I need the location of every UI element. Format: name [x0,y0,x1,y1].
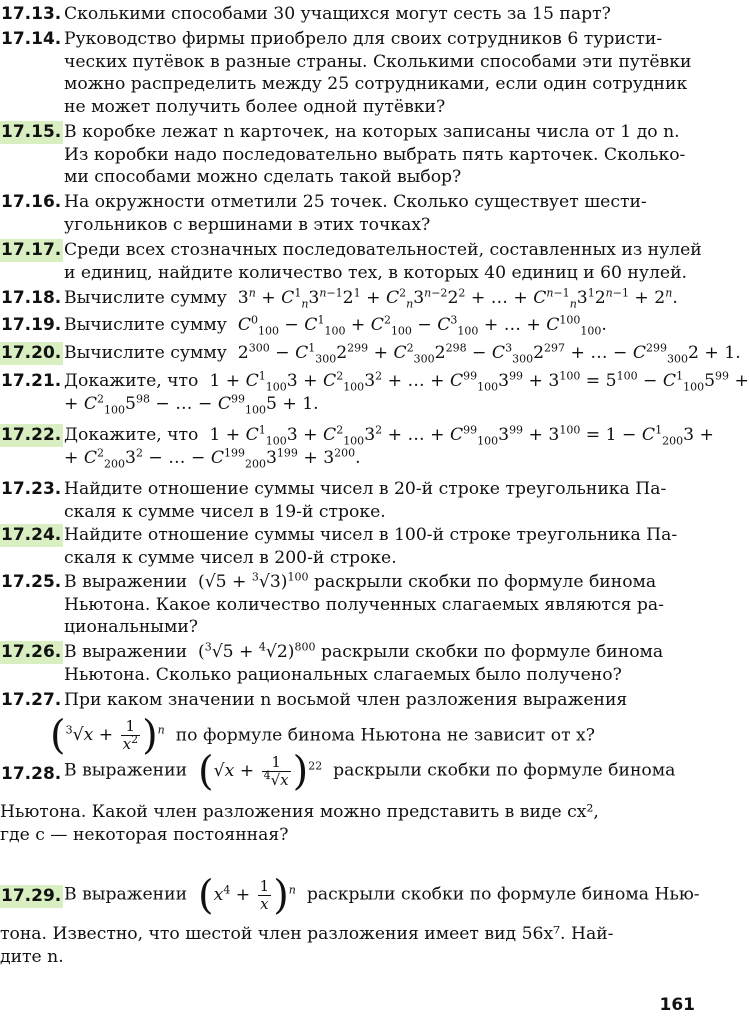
problem-text: Из коробки надо последовательно выбрать пять карточек. Сколько- [64,144,686,165]
problem-text: Вычислите сумму [64,288,227,308]
problem-number: 17.24. [1,525,62,545]
formula: $2^{300} - C^1_{300}2^{299} + C^2_{300}2^{298} - C^3_{300}2^{297}$ + … − $C^{299}_{300}2 + 1$. [232,341,741,366]
formula: $(^3√5 + ^4√2)^{800}$ [192,640,316,662]
problem-text: В выражении [64,884,188,905]
problem-text: скаля к сумме чисел в 200-й строке. [64,547,397,568]
formula: + $C^2_{200}3^2$ − … − $C^{199}_{200}3^{199} + 3^{200}$. [64,445,361,470]
problem-17-28 [0,748,700,846]
problem-17-16 [0,191,700,236]
problem-text: На окружности отметили 25 точек. Сколько существует шести- [64,192,647,212]
problem-text: раскрыли скобки по формуле бинома [313,572,657,592]
problem-text: Докажите, что [64,371,199,391]
problem-text: раскрыли скобки по формуле бинома [320,642,664,662]
formula: $C^0_{100} - C^1_{100} + C^2_{100} - C^3_{100}$ + … + $C^{100}_{100}$. [237,313,607,338]
problem-17-25 [0,571,700,639]
problem-number: 17.15. [1,122,62,142]
problem-17-19 [0,314,700,337]
problem-text: Найдите отношение суммы чисел в 100-й строке треугольника Па- [64,525,678,545]
problem-text: и единиц, найдите количество тех, в которых 40 единиц и 60 нулей. [64,262,688,283]
formula: $1 + C^1_{100}3 + C^2_{100}3^2$ + … + $C^{99}_{100}3^{99} + 3^{100} = 1 - C^1_{200}3$ + [203,423,714,448]
problem-text: Ньютона. Какое количество полученных слагаемых являются ра- [64,594,664,615]
problem-text: В выражении [64,760,188,781]
problem-text: не может получить более одной путёвки? [64,96,446,117]
problem-text: тона. Известно, что шестой член разложения имеет вид 56x⁷. Най- [0,924,614,944]
problem-text: раскрыли скобки по формуле бинома [333,760,676,781]
formula: ($^3$√x + $\frac{1}{x^2}$ )$^n$ [50,712,165,759]
problem-text: Вычислите сумму [64,315,227,335]
problem-number: 17.25. [1,572,62,592]
problem-17-15 [0,121,700,189]
problem-number: 17.21. [1,371,62,391]
problem-text: ческих путёвок в разные страны. Сколькими способами эти путёвки [64,51,692,72]
problem-text: по формуле бинома Ньютона не зависит от x? [175,725,595,745]
problem-17-26 [0,641,700,686]
problem-number: 17.17. [1,240,62,260]
problem-text: где c — некоторая постоянная? [0,824,289,845]
formula: $1 + C^1_{100}3 + C^2_{100}3^2$ + … + $C^{99}_{100}3^{99} + 3^{100} = 5^{100} - C^1_{100}5^{99}$ + [203,369,749,394]
formula: ($x^4$ + $\frac{1}{x}$ )$^n$ [198,872,296,918]
problem-text: В выражении [64,642,188,662]
problem-17-17 [0,239,700,284]
formula: + $C^2_{100}5^{98}$ − … − $C^{99}_{100}5 + 1$. [64,391,319,416]
problem-number: 17.23. [1,479,62,499]
problem-17-24 [0,524,700,569]
problem-text: Среди всех стозначных последовательностей, составленных из нулей [64,240,702,260]
problem-number: 17.13. [1,4,62,24]
problem-number: 17.14. [1,29,62,49]
problem-text: В коробке лежат n карточек, на которых записаны числа от 1 до n. [64,122,680,142]
problem-17-22 [0,423,714,470]
formula: $3^n + C^1_n3^{n-1}2^1 + C^2_n3^{n-2}2^2$ + … + $C^{n-1}_n3^12^{n-1} + 2^n$. [232,286,678,311]
problem-17-21 [0,369,749,416]
page-number: 161 [659,995,695,1015]
problem-text: раскрыли скобки по формуле бинома Нью- [306,884,700,905]
problem-number: 17.29. [1,886,62,906]
problem-text: угольников с вершинами в этих точках? [64,214,431,235]
problem-17-27 [0,689,700,759]
problem-number: 17.26. [1,642,62,662]
problem-number: 17.27. [1,690,62,710]
problem-17-18 [0,287,700,310]
problem-text: Сколькими способами 30 учащихся могут сесть за 15 парт? [64,4,611,24]
problem-text: можно распределить между 25 сотрудниками, если один сотрудник [64,74,688,94]
problem-17-20 [0,341,741,366]
problem-text: циональными? [64,617,199,637]
problem-number: 17.18. [1,288,62,308]
problem-17-29 [0,872,700,968]
problem-text: При каком значении n восьмой член разложения выражения [64,690,628,710]
problem-17-13 [0,3,700,26]
problem-text: Докажите, что [64,425,199,445]
problem-text: дите n. [0,946,64,967]
problem-number: 17.28. [1,764,62,784]
problem-text: Найдите отношение суммы чисел в 20-й строке треугольника Па- [64,479,667,499]
problem-text: Вычислите сумму [64,343,227,363]
formula: (√x + $\frac{1}{^4√x}$ )$^{22}$ [198,748,323,794]
formula: $(√5 + ^3√3)^{100}$ [192,570,309,592]
problem-number: 17.19. [1,315,62,335]
problem-17-14 [0,28,700,118]
problem-text: Ньютона. Какой член разложения можно представить в виде cx², [0,802,599,822]
problem-text: В выражении [64,572,188,592]
problem-17-23 [0,478,700,523]
problem-text: Ньютона. Сколько рациональных слагаемых было получено? [64,664,622,685]
problem-number: 17.22. [1,425,62,445]
problem-text: скаля к сумме чисел в 19-й строке. [64,501,386,522]
problem-number: 17.20. [1,343,62,363]
problem-text: Руководство фирмы приобрело для своих сотрудников 6 туристи- [64,29,663,49]
problem-text: ми способами можно сделать такой выбор? [64,167,462,187]
problem-number: 17.16. [1,192,62,212]
